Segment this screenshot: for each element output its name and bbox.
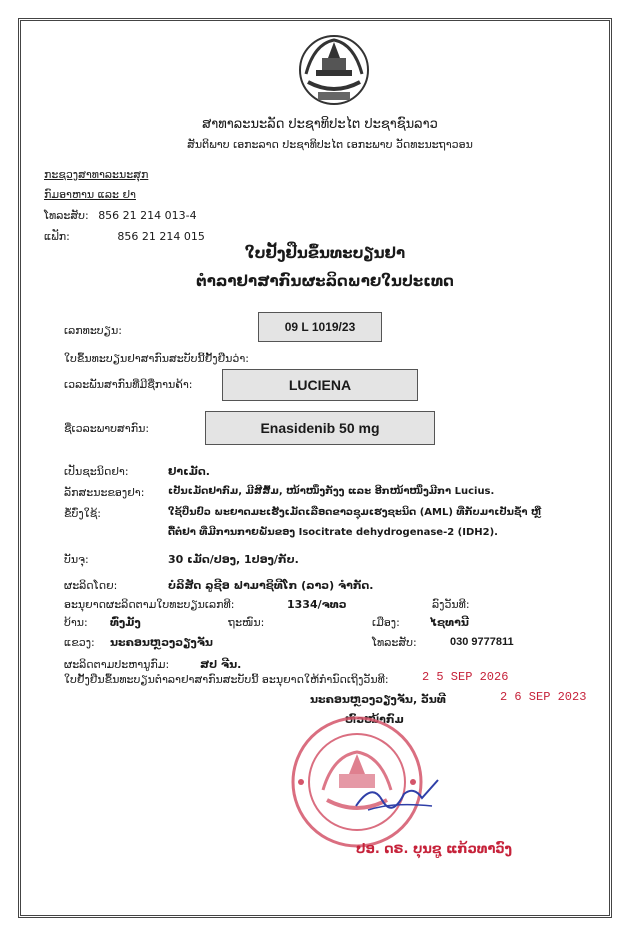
standard-label: ຜະລິດຕາມປະຫານູກົມ:: [64, 658, 170, 671]
manufacturer-label: ຜະລິດໂດຍ:: [64, 579, 118, 592]
district-value: ໄຊທານີ: [430, 616, 469, 629]
reg-number-value: 09 L 1019/23: [284, 320, 356, 334]
reg-number-box: [258, 312, 382, 342]
department-name: ກົມອາຫານ ແລະ ຢາ: [44, 188, 136, 201]
validity-text: ໃບຢັ້ງຢືນຂຶ້ນທະບຽນຕຳລາຢາສາກົນສະບັບນີ້ ອະນຸຍາດໃຫ້ກຳນົດເຖິງວັນທີ:: [64, 673, 389, 686]
manufacturer-value: ບໍລິສັດ ລູຊີອ ຟາມາຊິທີໂກ (ລາວ) ຈຳກັດ.: [168, 579, 374, 592]
certificate-title: ໃບຢັ້ງຢືນຂຶ້ນທະບຽນຢາ: [244, 244, 406, 262]
ministry-name: ກະຊວງສາທາລະນະສຸກ: [44, 168, 149, 181]
issuer-fax-label: ແຟັກ:: [44, 230, 70, 243]
reg-number-label: ເລກທະບຽນ:: [64, 324, 122, 337]
signer-name: ປອ. ດຣ. ບຸນຊູ ແກ້ວທາວົງ: [356, 842, 513, 857]
issuer-phone: [44, 209, 197, 222]
license-date-label: ລົງວັນທີ:: [432, 598, 470, 611]
issuer-fax: [44, 230, 205, 243]
issuer-phone-label: ໂທລະສັບ:: [44, 209, 89, 222]
street-label: ຖະໜົນ:: [228, 616, 265, 629]
village-value: ທົ່ງມັງ: [110, 616, 141, 629]
standard-value: ສປ ຈີນ.: [200, 658, 242, 671]
issue-place-date: ນະຄອນຫຼວງວຽງຈັນ, ວັນທີ: [310, 693, 446, 706]
license-value: 1334/ຈທວ: [287, 598, 347, 611]
trade-name-value: LUCIENA: [288, 377, 352, 393]
description-value: ເປັນເມັດຢາກົມ, ມີສີສົ້ມ, ໜ້າໜຶ່ງກັງງ ແລະ ອີກໜ້າໜຶ່ງມີກາ Lucius.: [168, 486, 495, 497]
village-label: ບ້ານ:: [64, 616, 88, 629]
district-label: ເມືອງ:: [372, 616, 400, 629]
generic-name-label: ຊື່ເວລະພາບສາກົນ:: [64, 422, 150, 435]
license-label: ອະນຸຍາດຜະລິດຕາມໃບທະບຽນເລກທີ:: [64, 598, 235, 611]
issuer-fax-value: 856 21 214 015: [117, 230, 205, 243]
form-value: ຢາເມັດ.: [168, 465, 210, 478]
generic-name-value: Enasidenib 50 mg: [260, 420, 380, 436]
trade-name-label: ເວລະພັນສາກົນທີ່ມີຊື່ການຄ້າ:: [64, 378, 193, 391]
phone-label: ໂທລະສັບ:: [372, 636, 417, 649]
indication-line-1: ໃຊ້ປິ່ນປົວ ພະຍາດມະເຮັງເມັດເລືອດຂາວຊຸມເຮງຊະນິດ (AML) ທີ່ກັບມາເປັນຊ້ຳ ຫຼື: [168, 507, 542, 518]
certify-text: ໃບຂຶ້ນທະບຽນຢາສາກົນສະບັບນີ້ຢັ້ງຢືນວ່າ:: [64, 352, 249, 365]
certificate-subtitle: ຕຳລາຢາສາກົນຜະລິດພາຍໃນປະເທດ: [196, 272, 454, 290]
trade-name-box: [222, 369, 418, 401]
province-label: ແຂວງ:: [64, 636, 95, 649]
issue-date-stamp: 2 6 SEP 2023: [500, 690, 587, 704]
pack-value: 30 ເມັດ/ປອງ, 1ປອງ/ກັບ.: [168, 553, 299, 566]
signature-icon: [352, 776, 442, 816]
description-label: ລັກສະນະຂອງຢາ:: [64, 486, 145, 499]
form-label: ເປັນຊະນິດຢາ:: [64, 465, 129, 478]
national-emblem-icon: [294, 34, 374, 106]
indication-line-2: ດື້ຕໍ່ຢາ ທີ່ມີການກາຍພັນຂອງ Isocitrate dehydrogenase-2 (IDH2).: [168, 527, 498, 538]
national-motto: ສັນຕິພາບ ເອກະລາດ ປະຊາທິປະໄຕ ເອກະພາບ ວັດທະນະຖາວອນ: [187, 138, 473, 151]
phone-value: 030 9777811: [450, 636, 514, 648]
expiry-date-stamp: 2 5 SEP 2026: [422, 670, 509, 684]
signer-position: ຫົວໜ້າກົມ: [345, 713, 404, 726]
pack-label: ບັນຈຸ:: [64, 553, 89, 566]
province-value: ນະຄອນຫຼວງວຽງຈັນ: [110, 636, 213, 649]
issuer-phone-value: 856 21 214 013-4: [98, 209, 197, 222]
republic-name: ສາທາລະນະລັດ ປະຊາທິປະໄຕ ປະຊາຊົນລາວ: [202, 117, 438, 132]
generic-name-box: [205, 411, 435, 445]
indication-label: ຂໍ້ບົ່ງໃຊ້:: [64, 507, 101, 520]
